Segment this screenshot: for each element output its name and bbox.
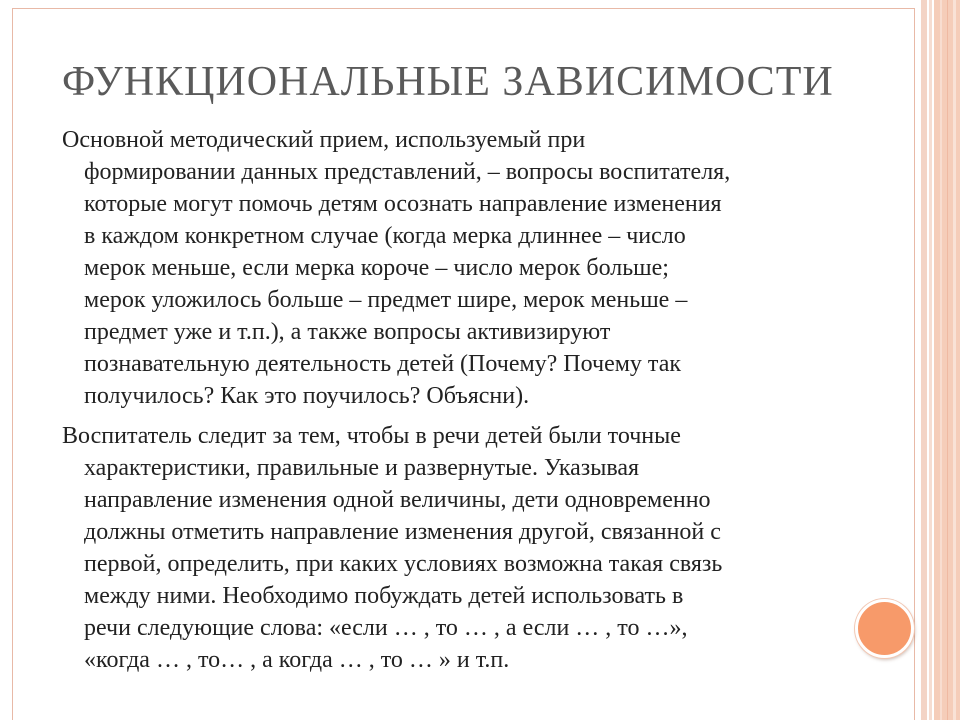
text-line: мерок меньше, если мерка короче – число мерок больше; xyxy=(84,255,669,281)
decorative-stripe xyxy=(921,0,927,720)
text-line: первой, определить, при каких условиях возможна такая связь xyxy=(84,551,723,577)
text-line: в каждом конкретном случае (когда мерка длиннее – число xyxy=(84,223,686,249)
decorative-stripe xyxy=(947,0,948,720)
text-line: между ними. Необходимо побуждать детей использовать в xyxy=(84,583,684,609)
text-line: получилось? Как это поучилось? Объясни). xyxy=(84,383,530,409)
text-line: характеристики, правильные и развернутые. Указывая xyxy=(84,455,640,481)
slide-title: ФУНКЦИОНАЛЬНЫЕ ЗАВИСИМОСТИ xyxy=(62,59,834,105)
text-line: должны отметить направление изменения другой, связанной с xyxy=(84,519,721,545)
decorative-stripe xyxy=(953,0,956,720)
text-line: предмет уже и т.п.), а также вопросы активизируют xyxy=(84,319,611,345)
text-line: формировании данных представлений, – вопросы воспитателя, xyxy=(84,159,731,185)
paragraph-1 xyxy=(62,124,912,412)
decorative-stripe xyxy=(940,0,942,720)
text-line: которые могут помочь детям осознать направление изменения xyxy=(84,191,722,217)
slide-body xyxy=(62,124,912,684)
text-line: познавательную деятельность детей (Почему? Почему так xyxy=(84,351,682,377)
text-line: мерок уложилось больше – предмет шире, мерок меньше – xyxy=(84,287,688,313)
decorative-stripe xyxy=(929,0,932,720)
text-line: направление изменения одной величины, дети одновременно xyxy=(84,487,711,513)
decorative-circle xyxy=(855,599,914,658)
text-line: речи следующие слова: «если … , то … , а если … , то …», xyxy=(84,615,688,641)
paragraph-2 xyxy=(62,420,912,676)
text-line: Воспитатель следит за тем, чтобы в речи детей были точные xyxy=(62,423,681,449)
text-line: Основной методический прием, используемый при xyxy=(62,127,586,153)
text-line: «когда … , то… , а когда … , то … » и т.п. xyxy=(84,647,510,673)
